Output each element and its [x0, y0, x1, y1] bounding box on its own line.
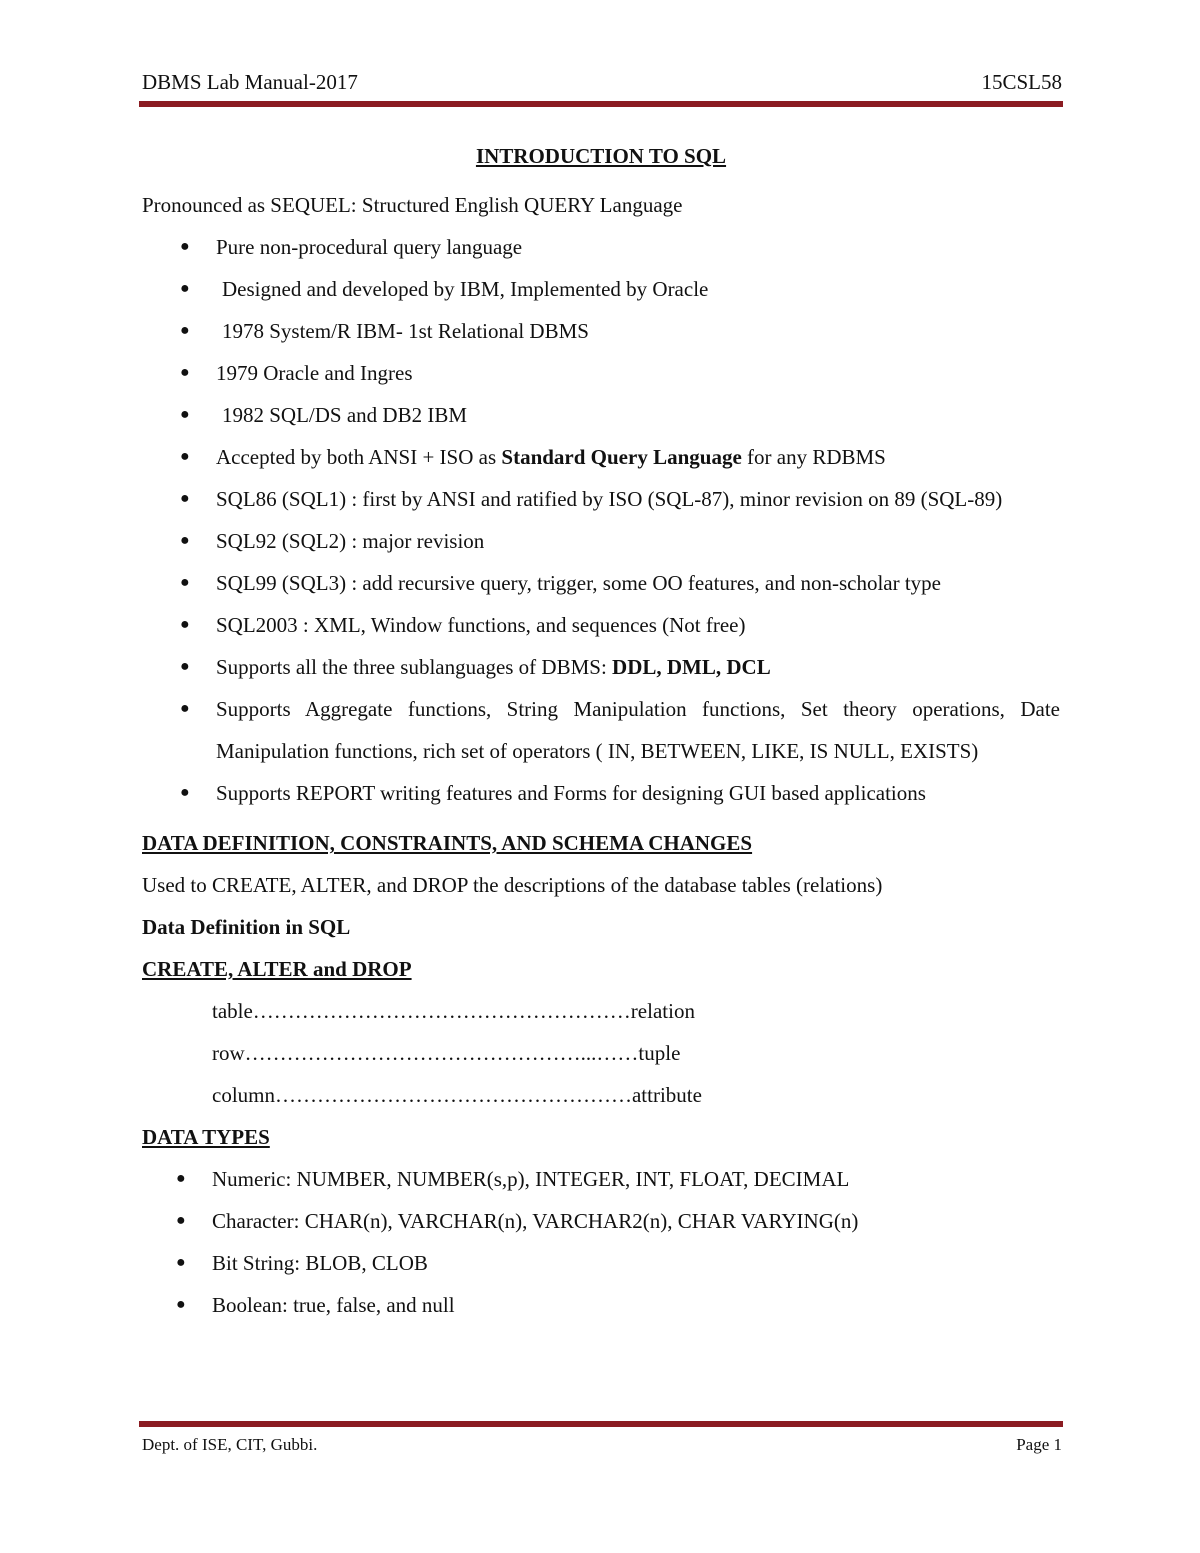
page-title: INTRODUCTION TO SQL	[475, 144, 727, 168]
list-item: ● 1982 SQL/DS and DB2 IBM	[142, 394, 1060, 436]
intro-text: Pronounced as SEQUEL: Structured English QUERY Language	[142, 193, 683, 217]
term-mapping-list	[142, 990, 1060, 1116]
list-item: ● 1978 System/R IBM- 1st Relational DBMS	[142, 310, 1060, 352]
bullet-icon: ●	[180, 238, 190, 255]
section-heading-data-types: DATA TYPES	[142, 1125, 270, 1149]
bullet-icon: ●	[180, 406, 190, 423]
bullet-icon: ●	[176, 1212, 186, 1229]
page-number: Page 1	[1016, 1435, 1062, 1454]
bullet-icon: ●	[176, 1170, 186, 1187]
list-item: ● SQL2003 : XML, Window functions, and sequences (Not free)	[142, 604, 1060, 646]
section-text: Used to CREATE, ALTER, and DROP the descriptions of the database tables (relations)	[142, 873, 883, 897]
list-item: ● SQL99 (SQL3) : add recursive query, trigger, some OO features, and non-scholar type	[142, 562, 1060, 604]
list-item: ● Bit String: BLOB, CLOB	[142, 1242, 1060, 1284]
bullet-icon: ●	[180, 322, 190, 339]
header-title: DBMS Lab Manual-2017	[142, 70, 358, 94]
footer-department: Dept. of ISE, CIT, Gubbi.	[142, 1435, 318, 1454]
subheading-create-alter-drop: CREATE, ALTER and DROP	[142, 957, 412, 981]
footer-rule	[139, 1421, 1063, 1427]
header-course-code: 15CSL58	[981, 70, 1062, 94]
bullet-icon: ●	[180, 448, 190, 465]
list-item: ● Numeric: NUMBER, NUMBER(s,p), INTEGER, INT, FLOAT, DECIMAL	[142, 1158, 1060, 1200]
bullet-icon: ●	[176, 1254, 186, 1271]
list-item: ● 1979 Oracle and Ingres	[142, 352, 1060, 394]
bullet-icon: ●	[180, 280, 190, 297]
list-item: ● Character: CHAR(n), VARCHAR(n), VARCHAR2(n), CHAR VARYING(n)	[142, 1200, 1060, 1242]
bullet-icon: ●	[180, 490, 190, 507]
bullet-icon: ●	[180, 700, 190, 717]
list-item: ● SQL92 (SQL2) : major revision	[142, 520, 1060, 562]
bullet-icon: ●	[180, 616, 190, 633]
page-content	[142, 142, 1060, 1326]
bullet-icon: ●	[176, 1296, 186, 1313]
list-item: ● Accepted by both ANSI + ISO as Standard Query Language for any RDBMS	[142, 436, 1060, 478]
list-item: ● SQL86 (SQL1) : first by ANSI and ratified by ISO (SQL-87), minor revision on 89 (SQL-89)	[142, 478, 1060, 520]
bullet-icon: ●	[180, 364, 190, 381]
bullet-icon: ●	[180, 784, 190, 801]
data-types-list	[142, 1158, 1060, 1326]
list-item: ● Boolean: true, false, and null	[142, 1284, 1060, 1326]
list-item: ● Supports REPORT writing features and Forms for designing GUI based applications	[142, 772, 1060, 814]
bullet-icon: ●	[180, 574, 190, 591]
list-item: ● Pure non-procedural query language	[142, 226, 1060, 268]
term-mapping-row: column……………………………………………attribute	[212, 1083, 702, 1107]
bullet-icon: ●	[180, 658, 190, 675]
term-mapping-row: table………………………………………………relation	[212, 999, 695, 1023]
bullet-icon: ●	[180, 532, 190, 549]
list-item: ● Supports Aggregate functions, String Manipulation functions, Set theory operations, Date Manipulation functions, rich set of operators ( IN, BETWEEN, LIKE, IS NULL, EXISTS)	[142, 688, 1060, 772]
section-heading-data-definition: DATA DEFINITION, CONSTRAINTS, AND SCHEMA CHANGES	[142, 831, 753, 855]
header-rule	[139, 101, 1063, 107]
term-mapping-row: row…………………………………………...……tuple	[212, 1041, 681, 1065]
subheading-data-definition: Data Definition in SQL	[142, 915, 351, 939]
sql-feature-list	[142, 226, 1060, 814]
list-item: ● Supports all the three sublanguages of DBMS: DDL, DML, DCL	[142, 646, 1060, 688]
list-item: ● Designed and developed by IBM, Implemented by Oracle	[142, 268, 1060, 310]
